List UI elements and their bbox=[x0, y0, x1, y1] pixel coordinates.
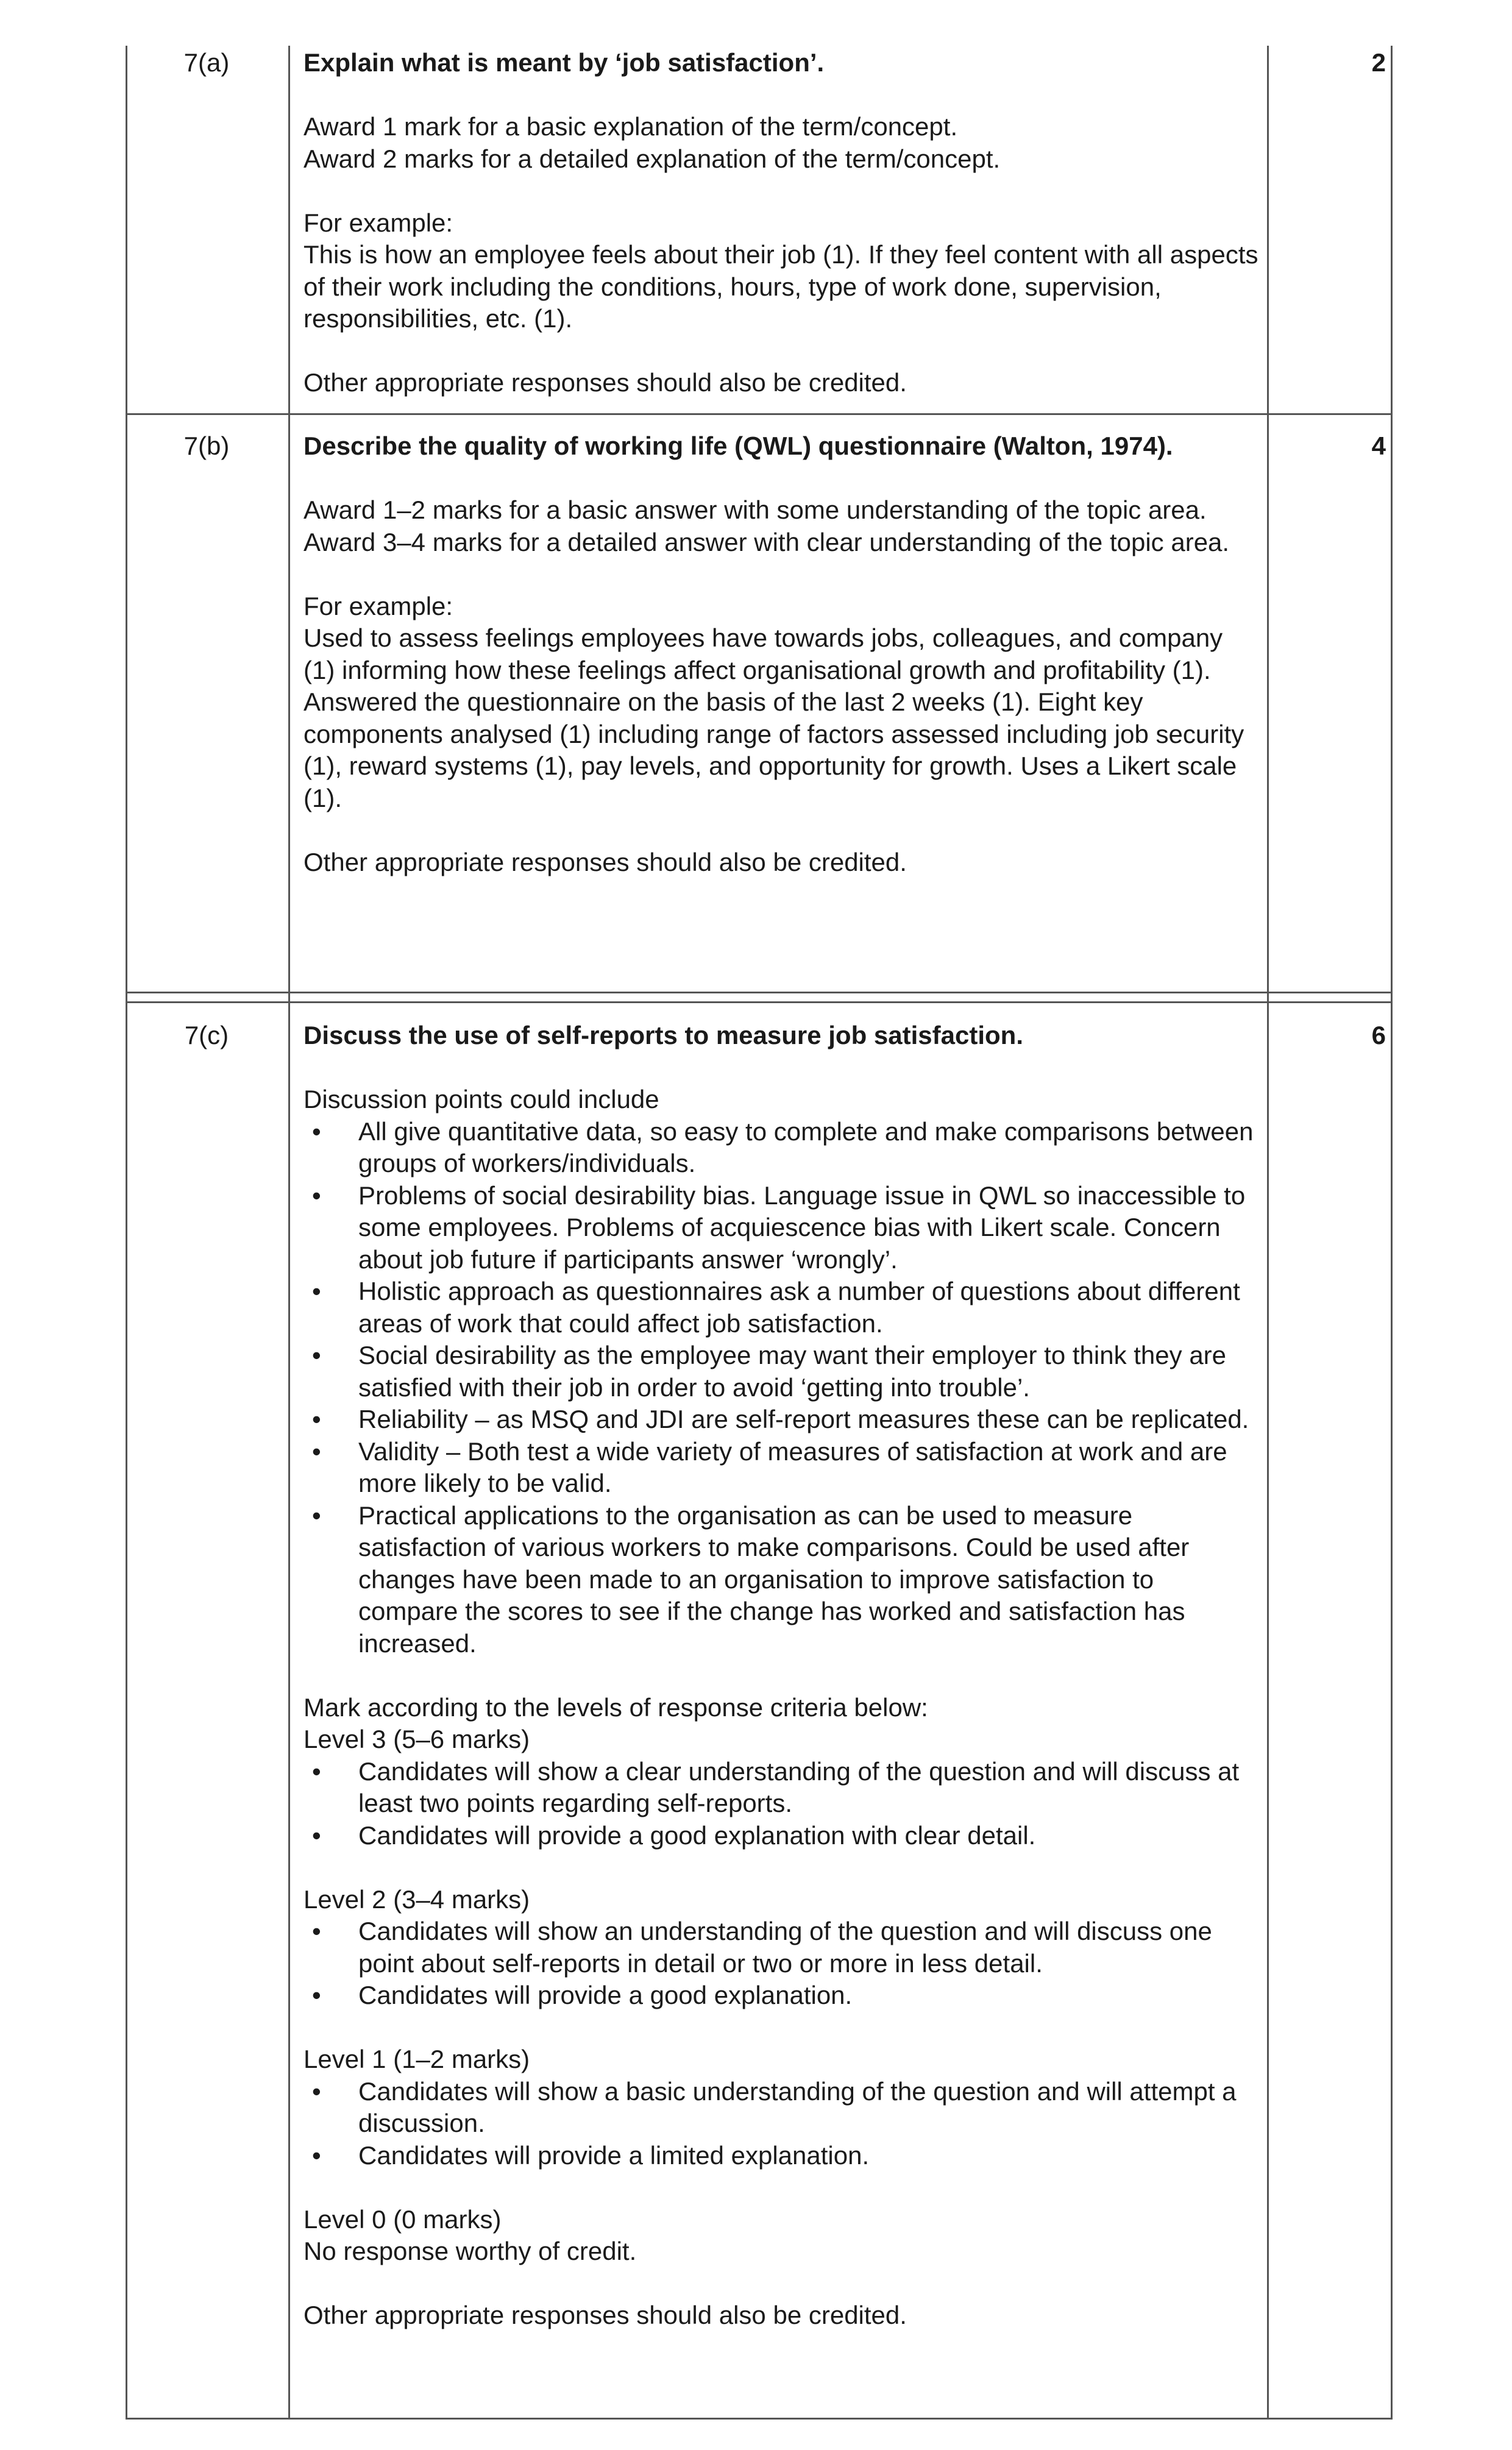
bullet-icon: • bbox=[312, 1981, 321, 2009]
list-item-text: Candidates will show an understanding of the question and will discuss one point about self-reports in detail or two or more in less detail. bbox=[358, 1917, 1212, 1978]
bullet-icon: • bbox=[312, 1820, 321, 1850]
marks-value: 4 bbox=[1371, 431, 1386, 460]
bullet-icon: • bbox=[312, 1436, 321, 1466]
bullet-icon: • bbox=[312, 1277, 321, 1305]
row-divider-7b-7c-lower bbox=[126, 1001, 1393, 1003]
question-content bbox=[303, 430, 1260, 878]
question-content bbox=[303, 47, 1260, 399]
bullet-icon: • bbox=[312, 2076, 321, 2106]
bullet-icon: • bbox=[312, 1756, 321, 1786]
list-item-text: Candidates will provide a limited explanation. bbox=[358, 2140, 870, 2170]
level-1-criteria bbox=[303, 2076, 1260, 2172]
list-item-text: Problems of social desirability bias. Language issue in QWL so inaccessible to some employees. Problems of acquiescence bias with Likert scale. Concern about job future if participants answer ‘wrongly’. bbox=[358, 1181, 1246, 1274]
list-item-text: Candidates will provide a good explanation. bbox=[358, 1981, 853, 2009]
example-text: This is how an employee feels about their job (1). If they feel content with all aspects of their work including the conditions, hours, type of work done, supervision, responsibilities, etc. (1). bbox=[303, 240, 1258, 333]
level-0-text: No response worthy of credit. bbox=[303, 2237, 637, 2265]
row-divider-7a-7b bbox=[126, 413, 1393, 415]
list-item-text: Candidates will show a clear understanding of the question and will discuss at least two points regarding self-reports. bbox=[358, 1756, 1240, 1817]
table-border-right bbox=[1391, 46, 1393, 2420]
guidance-line: Award 1 mark for a basic explanation of the term/concept. bbox=[303, 112, 958, 141]
level-3-criteria bbox=[303, 1756, 1260, 1852]
list-item bbox=[303, 1500, 1260, 1660]
bullet-icon: • bbox=[312, 1117, 321, 1146]
list-item bbox=[303, 1404, 1260, 1436]
bullet-icon: • bbox=[312, 2140, 321, 2170]
list-item bbox=[303, 1820, 1260, 1852]
discussion-intro: Discussion points could include bbox=[303, 1085, 659, 1113]
bullet-icon: • bbox=[312, 1181, 321, 1210]
guidance-line: Award 3–4 marks for a detailed answer with clear understanding of the topic area. bbox=[303, 527, 1230, 556]
marks-value: 2 bbox=[1371, 48, 1386, 77]
list-item-text: Candidates will provide a good explanation with clear detail. bbox=[358, 1820, 1036, 1850]
list-item bbox=[303, 1916, 1260, 1980]
list-item bbox=[303, 1276, 1260, 1340]
list-item-text: Holistic approach as questionnaires ask a number of questions about different areas of work that could affect job satisfaction. bbox=[358, 1277, 1240, 1338]
list-item bbox=[303, 1340, 1260, 1404]
question-number: 7(c) bbox=[184, 1021, 229, 1049]
example-text: Used to assess feelings employees have towards jobs, colleagues, and company (1) informing how these feelings affect organisational growth and profitability (1). Answered the questionnaire on the basis of the last 2 weeks (1). Eight key components analysed (1) including range of factors assessed including job security (1), reward systems (1), pay levels, and opportunity for growth. Uses a Likert scale (1). bbox=[303, 623, 1244, 812]
table-divider-number bbox=[288, 46, 290, 2420]
bullet-icon: • bbox=[312, 1341, 321, 1369]
list-item-text: Validity – Both test a wide variety of measures of satisfaction at work and are more likely to be valid. bbox=[358, 1436, 1227, 1497]
level-title: Level 0 (0 marks) bbox=[303, 2204, 502, 2234]
question-text: Explain what is meant by ‘job satisfaction’. bbox=[303, 48, 825, 77]
credit-note: Other appropriate responses should also be credited. bbox=[303, 847, 907, 876]
level-title: Level 3 (5–6 marks) bbox=[303, 1725, 530, 1753]
list-item-text: Practical applications to the organisation as can be used to measure satisfaction of various workers to make comparisons. Could be used after changes have been made to an organisation to improve satisfaction to compare the scores to see if the change has worked and satisfaction has increased. bbox=[358, 1500, 1190, 1658]
discussion-points-list bbox=[303, 1116, 1260, 1660]
bullet-icon: • bbox=[312, 1500, 321, 1530]
list-item bbox=[303, 1756, 1260, 1820]
guidance-line: Award 2 marks for a detailed explanation of the term/concept. bbox=[303, 144, 1001, 173]
list-item-text: Candidates will show a basic understanding of the question and will attempt a discussion. bbox=[358, 2076, 1237, 2137]
list-item bbox=[303, 2076, 1260, 2140]
guidance-line: Award 1–2 marks for a basic answer with some understanding of the topic area. bbox=[303, 495, 1207, 524]
level-title: Level 2 (3–4 marks) bbox=[303, 1884, 530, 1914]
levels-intro: Mark according to the levels of response criteria below: bbox=[303, 1692, 928, 1722]
marks-value: 6 bbox=[1371, 1021, 1386, 1049]
table-border-left bbox=[126, 46, 127, 2420]
table-divider-marks bbox=[1267, 46, 1269, 2420]
list-item-text: All give quantitative data, so easy to complete and make comparisons between groups of workers/individuals. bbox=[358, 1117, 1254, 1177]
question-number: 7(b) bbox=[183, 431, 230, 460]
question-text: Describe the quality of working life (QWL) questionnaire (Walton, 1974). bbox=[303, 431, 1173, 460]
list-item bbox=[303, 2140, 1260, 2172]
list-item bbox=[303, 1180, 1260, 1276]
example-label: For example: bbox=[303, 208, 453, 237]
list-item bbox=[303, 1116, 1260, 1180]
bullet-icon: • bbox=[312, 1917, 321, 1945]
question-text: Discuss the use of self-reports to measure job satisfaction. bbox=[303, 1021, 1023, 1049]
level-2-criteria bbox=[303, 1916, 1260, 2012]
list-item-text: Reliability – as MSQ and JDI are self-report measures these can be replicated. bbox=[358, 1405, 1249, 1433]
example-label: For example: bbox=[303, 591, 453, 620]
bullet-icon: • bbox=[312, 1405, 321, 1433]
level-title: Level 1 (1–2 marks) bbox=[303, 2045, 530, 2073]
list-item-text: Social desirability as the employee may want their employer to think they are satisfied with their job in order to avoid ‘getting into trouble’. bbox=[358, 1341, 1227, 1402]
table-border-bottom bbox=[126, 2418, 1393, 2420]
question-content bbox=[303, 1020, 1260, 2332]
credit-note: Other appropriate responses should also be credited. bbox=[303, 368, 907, 397]
credit-note: Other appropriate responses should also be credited. bbox=[303, 2301, 907, 2329]
list-item bbox=[303, 1980, 1260, 2012]
question-number: 7(a) bbox=[183, 48, 230, 77]
row-divider-7b-7c-upper bbox=[126, 992, 1393, 993]
list-item bbox=[303, 1436, 1260, 1500]
